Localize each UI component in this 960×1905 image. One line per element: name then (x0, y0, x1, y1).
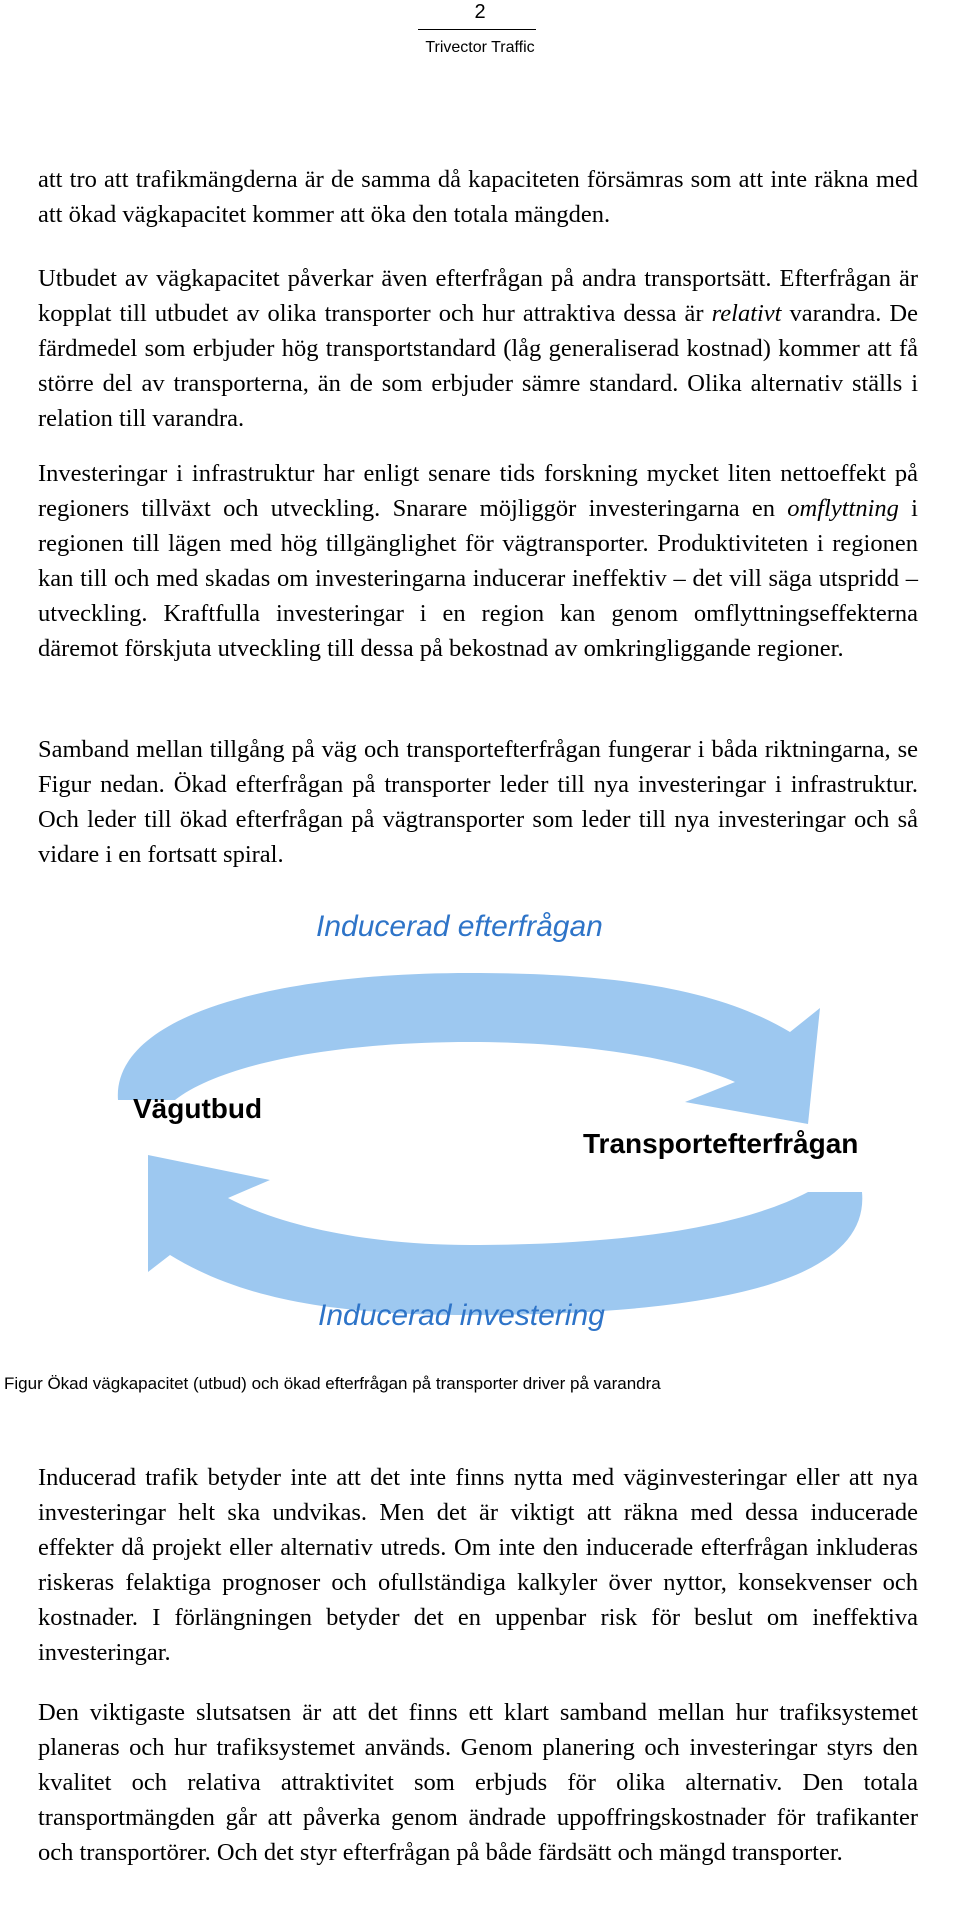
header-rule (418, 29, 536, 30)
paragraph-3-emphasis: omflyttning (787, 495, 899, 522)
cycle-arrows-graphic (0, 890, 960, 1360)
label-transport-demand: Transportefterfrågan (583, 1128, 859, 1159)
paragraph-3-part-a: Investeringar i infrastruktur har enligt senare tids forskning mycket liten nettoeffekt på regioners tillväxt och utveckling. Snarare möjliggör investeringarna en (38, 460, 918, 522)
running-head: Trivector Traffic (425, 39, 535, 56)
paragraph-2-emphasis: relativt (711, 300, 782, 327)
label-road-supply: Vägutbud (133, 1093, 263, 1124)
paragraph-2-part-a: Utbudet av vägkapacitet påverkar även efterfrågan på andra transportsätt. Efterfrågan är kopplat till utbudet av olika transporter och hur attraktiva dessa är (38, 265, 918, 327)
paragraph-3-part-b: i regionen till lägen med hög tillgänglighet för vägtransporter. Produktiviteten i regionen kan till och med skadas om investeringarna inducerar ineffektiv – det vill säga utspridd – utveckling. Kraftfulla investeringar i en region kan genom omflyttningseffekterna däremot förskjuta utveckling till dessa på bekostnad av omkringliggande regioner. (38, 495, 918, 662)
paragraph-6: Den viktigaste slutsatsen är att det finns ett klart samband mellan hur trafiksystemet planeras och hur trafiksystemet används. Genom planering och investeringar styrs den kvalitet och relativa attraktivitet som erbjuds för olika alternativ. Den totala transportmängden går att påverka genom ändrade uppoffringskostnader för trafikanter och transportörer. Och det styr efterfrågan på både färdsätt och mängd transporter. (38, 1699, 918, 1866)
label-induced-investment: Inducerad investering (318, 1299, 605, 1332)
page-number: 2 (474, 1, 486, 23)
paragraph-2 (38, 261, 918, 436)
cycle-figure (0, 890, 960, 1360)
paragraph-4: Samband mellan tillgång på väg och transportefterfrågan fungerar i båda riktningarna, se Figur nedan. Ökad efterfrågan på transporter leder till nya investeringar i infrastruktur. Och leder till ökad efterfrågan på vägtransporter som leder till nya investeringar och så vidare i en fortsatt spiral. (38, 736, 918, 868)
label-induced-demand: Inducerad efterfrågan (316, 910, 603, 943)
paragraph-5: Inducerad trafik betyder inte att det inte finns nytta med väginvesteringar eller att nya investeringar helt ska undvikas. Men det är viktigt att räkna med dessa inducerade effekter då projekt eller alternativ utreds. Om inte den inducerade efterfrågan inkluderas riskeras felaktiga prognoser och ofullständiga kalkyler över nyttor, konsekvenser och kostnader. I förlängningen betyder det en uppenbar risk för beslut om ineffektiva investeringar. (38, 1464, 918, 1666)
paragraph-1: att tro att trafikmängderna är de samma då kapaciteten försämras som att inte räkna med att ökad vägkapacitet kommer att öka den totala mängden. (38, 166, 918, 228)
figure-caption: Figur Ökad vägkapacitet (utbud) och ökad efterfrågan på transporter driver på varandra (4, 1374, 661, 1393)
lower-arc-arrow (148, 1155, 862, 1315)
paragraph-3 (38, 456, 918, 666)
paragraph-2-part-b: varandra. De färdmedel som erbjuder hög transportstandard (låg generaliserad kostnad) kommer att få större del av transporterna, än de som erbjuder sämre standard. Olika alternativ ställs i relation till varandra. (38, 300, 918, 432)
